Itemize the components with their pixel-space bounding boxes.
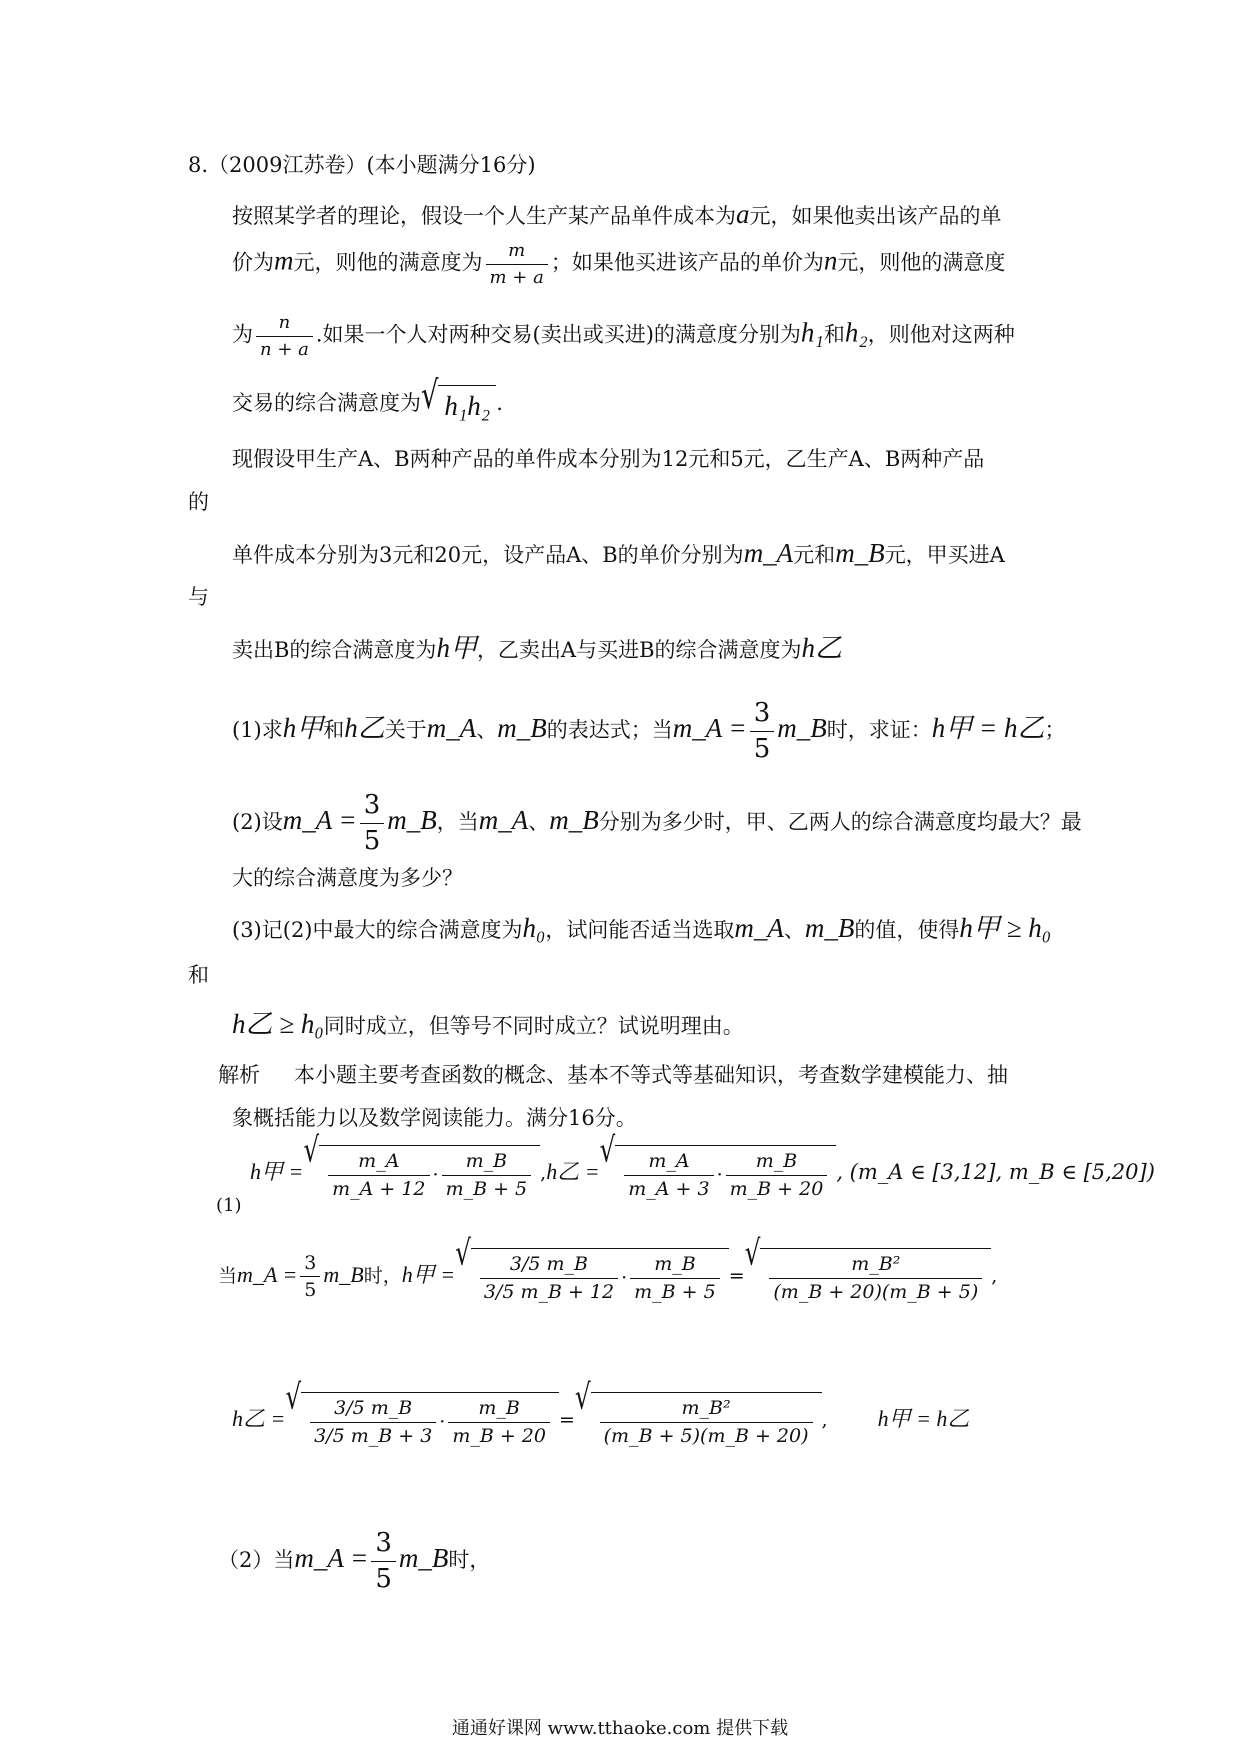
- solution-intro: [218, 1063, 1008, 1088]
- var-h-jia: h甲: [282, 713, 324, 744]
- cond-rhs: m_B: [387, 805, 437, 836]
- text: ，乙卖出A与买进B的综合满意度为: [476, 638, 802, 662]
- cond-lhs: m_A =: [282, 805, 357, 836]
- fraction-3-5: [750, 698, 775, 765]
- var-mB: m_B: [497, 713, 547, 744]
- numerator: m_B²: [769, 1253, 982, 1279]
- denominator: 3/5 m_B + 3: [314, 1424, 433, 1447]
- step-2-formula: [218, 1232, 998, 1306]
- denominator: 5: [753, 734, 771, 765]
- numerator: n: [256, 312, 313, 337]
- fraction: [442, 1150, 532, 1201]
- var-n: n: [823, 245, 838, 276]
- text: 的值，使得: [854, 918, 960, 942]
- question-3-and: 和: [188, 963, 209, 987]
- var-h-jia: h甲: [436, 633, 477, 663]
- fraction-3-5: [360, 790, 385, 857]
- text: 元，甲买进A: [884, 543, 1005, 567]
- var-h-yi: h乙: [344, 713, 385, 744]
- text: 价为: [232, 250, 274, 275]
- problem-header: 8.（2009江苏卷）(本小题满分16分): [188, 153, 536, 177]
- text: 按照某学者的理论，假设一个人生产某产品单件成本为: [232, 204, 736, 228]
- solution-intro-2: 象概括能力以及数学阅读能力。满分16分。: [232, 1106, 637, 1130]
- var-mB: m_B: [549, 805, 599, 836]
- text: ，当: [436, 810, 479, 835]
- numerator: 3: [371, 1528, 396, 1562]
- numerator: m_B: [448, 1397, 550, 1423]
- numerator: 3: [360, 790, 385, 824]
- denominator: 5: [304, 1279, 317, 1302]
- radicand: h₁h₂: [438, 385, 496, 424]
- text: 为: [232, 322, 253, 347]
- fraction: [624, 1150, 713, 1201]
- denominator: m_B + 20: [452, 1424, 546, 1447]
- text: 元，则他的满意度为: [293, 250, 483, 275]
- var-m: m: [274, 245, 294, 276]
- var-h1: h₁: [800, 317, 824, 348]
- fraction: [448, 1397, 550, 1448]
- text: 元，如果他卖出该产品的单: [749, 204, 1002, 228]
- text: 、: [783, 918, 805, 942]
- question-2-cont: 大的综合满意度为多少？: [232, 866, 463, 890]
- text: ；如果他买进该产品的单价为: [550, 250, 824, 275]
- text: .如果一个人对两种交易(卖出或买进)的满意度分别为: [315, 322, 801, 347]
- fraction: [726, 1150, 828, 1201]
- question-3-cont: [232, 1008, 744, 1040]
- numerator: m_B: [630, 1253, 720, 1279]
- numerator: m: [486, 240, 548, 265]
- numerator: m_B: [442, 1150, 532, 1176]
- problem-line-2: [232, 240, 1005, 288]
- fraction-3-5: [371, 1528, 396, 1595]
- var-h2: h₂: [844, 317, 868, 348]
- text: 的表达式；当: [546, 718, 673, 743]
- fraction: [630, 1253, 720, 1304]
- fraction: [769, 1253, 982, 1304]
- var-a: a: [736, 199, 750, 229]
- fraction-3-5: [300, 1252, 320, 1303]
- text: (3)记(2)中最大的综合满意度为: [232, 918, 523, 942]
- var-mB: m_B: [804, 913, 855, 943]
- text: （2）当: [218, 1548, 295, 1573]
- page-footer: 通通好课网 www.tthaoke.com 提供下载: [451, 1718, 789, 1739]
- denominator: m_B + 20: [729, 1177, 824, 1200]
- h-jia: h甲 =: [401, 1261, 456, 1287]
- denominator: 3/5 m_B + 12: [483, 1280, 615, 1303]
- h-yi: h乙 =: [546, 1158, 600, 1184]
- fraction: [600, 1397, 813, 1448]
- dot: ·: [432, 1163, 439, 1186]
- sqrt: √ $\frac{\text{m\_B²}}{(m\_B + 5)(m\_B + 20)}$: [575, 1392, 822, 1450]
- dot: ·: [716, 1163, 723, 1186]
- compound-fraction: [310, 1397, 436, 1448]
- text: ，试问能否适当选取: [545, 918, 735, 942]
- problem-line-9: [232, 632, 842, 664]
- h-yi: h乙 =: [232, 1405, 286, 1431]
- question-2: [232, 790, 1082, 857]
- problem-line-1: [232, 198, 1002, 230]
- h-jia: h甲 =: [250, 1158, 304, 1184]
- sqrt: √ $\frac{m\_A}{m\_A + 12}$ · $\frac{m\_B}{m\_B + 5}$: [303, 1145, 540, 1203]
- denominator: 5: [375, 1564, 392, 1595]
- text: 关于: [384, 718, 427, 743]
- var-mA: m_A: [426, 713, 477, 744]
- numerator: m_B²: [600, 1397, 813, 1423]
- sqrt-h1h2: √ h₁h₂: [421, 385, 496, 424]
- text: 元，则他的满意度: [837, 250, 1006, 275]
- problem-line-3: [232, 312, 1015, 360]
- text: 、: [528, 810, 550, 835]
- dot: ·: [439, 1410, 446, 1433]
- text: 元和: [793, 543, 836, 567]
- conclusion: h甲 = h乙: [877, 1405, 970, 1431]
- step-1-label: (1): [216, 1195, 242, 1216]
- dot: ·: [621, 1266, 628, 1289]
- text: .: [496, 391, 503, 416]
- problem-line-8: 与: [188, 585, 209, 609]
- fraction-m-over-m-plus-a: [486, 240, 548, 288]
- solution-label: 解析: [218, 1063, 260, 1087]
- text: (1)求: [232, 718, 283, 743]
- numerator: 3/5 m_B: [310, 1397, 436, 1423]
- text: 时，: [363, 1264, 402, 1287]
- equality: h甲 = h乙: [931, 713, 1045, 744]
- cond-lhs: m_A =: [237, 1261, 298, 1287]
- equals: =: [558, 1408, 575, 1431]
- question-1: [232, 698, 1066, 765]
- comma: ,: [540, 1161, 547, 1184]
- step-4: [218, 1528, 490, 1595]
- cond-lhs: m_A =: [294, 1543, 369, 1574]
- denominator: n + a: [260, 338, 309, 360]
- compound-fraction: [480, 1253, 618, 1304]
- var-mB: m_B: [835, 538, 885, 568]
- inequality-2: h乙 ≥ h₀: [232, 1009, 324, 1039]
- denominator: m_A + 3: [628, 1177, 710, 1200]
- cond-rhs: m_B: [323, 1261, 364, 1287]
- comma: ,: [821, 1408, 828, 1431]
- text: 时，求证：: [826, 718, 932, 743]
- sqrt: √ $\frac{\text{m\_B²}}{(m\_B + 20)(m\_B + 5)}$: [745, 1248, 992, 1306]
- comma: ,: [991, 1264, 998, 1287]
- denominator: m + a: [489, 266, 544, 288]
- problem-line-7: [232, 537, 1005, 569]
- denominator: (m_B + 5)(m_B + 20): [603, 1424, 809, 1447]
- var-h-yi: h乙: [801, 633, 843, 663]
- numerator: 3: [750, 698, 775, 732]
- text: 分别为多少时，甲、乙两人的综合满意度均最大？最: [598, 810, 1082, 835]
- inequality-1: h甲 ≥ h₀: [959, 913, 1052, 943]
- numerator: m_A: [624, 1150, 713, 1176]
- sqrt: √ $\frac{3/5 m\_B}{3/5 m\_B + 3}$ · $\frac{m\_B}{m\_B + 20}$: [285, 1392, 559, 1450]
- text: 单件成本分别为3元和20元，设产品A、B的单价分别为: [232, 543, 744, 567]
- text: 和: [823, 322, 845, 347]
- domain: , (m_A ∈ [3,12], m_B ∈ [5,20]): [836, 1159, 1155, 1184]
- question-3: [232, 912, 1051, 944]
- sqrt: √ $\frac{3/5 m\_B}{3/5 m\_B + 12}$ · $\frac{m\_B}{m\_B + 5}$: [455, 1248, 729, 1306]
- text: (2)设: [232, 810, 283, 835]
- text: 本小题主要考查函数的概念、基本不等式等基础知识，考查数学建模能力、抽: [294, 1063, 1008, 1087]
- cond-rhs: m_B: [398, 1543, 449, 1574]
- sqrt: √ $\frac{m\_A}{m\_A + 3}$ · $\frac{m\_B}{m\_B + 20}$: [600, 1145, 837, 1203]
- var-mA: m_A: [478, 805, 529, 836]
- denominator: (m_B + 20)(m_B + 5): [773, 1280, 979, 1303]
- numerator: m_B: [726, 1150, 828, 1176]
- step-1-formula: [250, 1129, 1155, 1203]
- fraction: [328, 1150, 429, 1201]
- denominator: m_B + 5: [445, 1177, 528, 1200]
- cond-lhs: m_A =: [672, 713, 747, 744]
- numerator: 3: [300, 1252, 320, 1278]
- text: 交易的综合满意度为: [232, 391, 421, 416]
- text: 当: [218, 1264, 238, 1287]
- denominator: 5: [363, 826, 381, 857]
- equals: =: [728, 1264, 745, 1287]
- text: ，则他对这两种: [867, 322, 1015, 347]
- step-3-formula: [232, 1376, 970, 1450]
- problem-line-4: [232, 374, 503, 424]
- var-mA: m_A: [743, 538, 794, 568]
- cond-rhs: m_B: [777, 713, 827, 744]
- text: 同时成立，但等号不同时成立？试说明理由。: [323, 1014, 744, 1038]
- text: 卖出B的综合满意度为: [232, 638, 437, 662]
- fraction-n-over-n-plus-a: [256, 312, 313, 360]
- var-h0: h₀: [522, 913, 546, 943]
- text: 和: [323, 718, 345, 743]
- denominator: m_A + 12: [332, 1177, 426, 1200]
- text: 时，: [448, 1548, 491, 1573]
- problem-line-5: 现假设甲生产A、B两种产品的单件成本分别为12元和5元，乙生产A、B两种产品: [232, 447, 985, 471]
- text: ；: [1044, 718, 1066, 743]
- text: 、: [476, 718, 498, 743]
- numerator: 3/5 m_B: [480, 1253, 618, 1279]
- var-mA: m_A: [734, 913, 784, 943]
- numerator: m_A: [328, 1150, 429, 1176]
- denominator: m_B + 5: [634, 1280, 716, 1303]
- problem-line-6: 的: [188, 490, 209, 514]
